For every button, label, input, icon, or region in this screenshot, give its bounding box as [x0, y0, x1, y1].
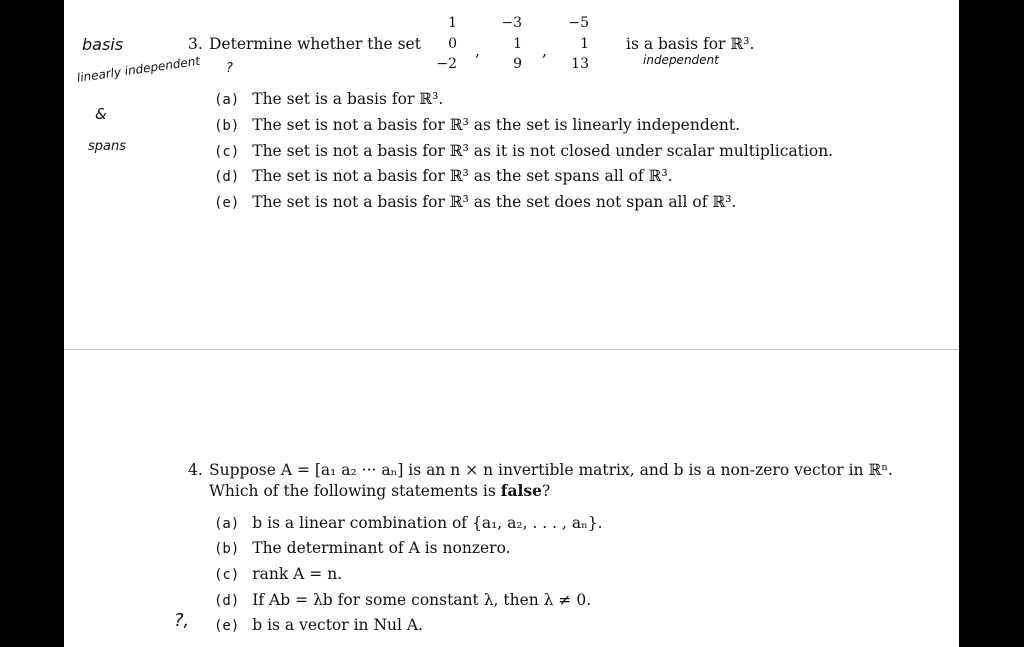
q4-line2 [209, 483, 550, 500]
option-text: The set is not a basis for ℝ³ as it is not closed under scalar multiplication. [252, 142, 834, 160]
option-letter: (e) [214, 618, 240, 634]
q4-option-e[interactable] [214, 618, 423, 634]
handwritten-and: & [95, 105, 107, 123]
vector-comma: , [542, 42, 547, 60]
vector1-entry: 0 [448, 36, 457, 52]
option-text: b is a vector in Nul A. [252, 616, 424, 634]
option-letter: (d) [214, 593, 240, 609]
handwritten-independent: independent [643, 53, 719, 67]
option-text: The determinant of A is nonzero. [252, 539, 511, 557]
document-page [64, 0, 959, 647]
q3-option-c[interactable] [214, 144, 833, 160]
option-letter: (b) [214, 541, 240, 557]
q3-number: 3. [188, 35, 203, 53]
handwritten-question-mark: ? [226, 61, 233, 76]
vector1-entry: −2 [436, 56, 457, 72]
vector-comma: , [475, 42, 480, 60]
vector2-entry: 1 [513, 36, 522, 52]
option-letter: (a) [214, 92, 240, 108]
option-letter: (c) [214, 144, 240, 160]
option-letter: (e) [214, 195, 240, 211]
q3-suffix: is a basis for ℝ³. [626, 35, 755, 53]
q4-option-d[interactable] [214, 593, 591, 609]
option-letter: (a) [214, 516, 240, 532]
q3-option-b[interactable] [214, 118, 740, 134]
vector3-entry: 1 [580, 36, 589, 52]
q4-option-a[interactable] [214, 516, 603, 532]
option-text: If Ab = λb for some constant λ, then λ ≠ 0. [252, 591, 592, 609]
q4-option-b[interactable] [214, 541, 511, 557]
option-letter: (d) [214, 169, 240, 185]
handwritten-basis: basis [82, 35, 124, 54]
vector2-entry: 9 [513, 56, 522, 72]
q3-option-e[interactable] [214, 195, 736, 211]
vector3-entry: 13 [571, 56, 589, 72]
vector1-entry: 1 [448, 15, 457, 31]
q3-prompt: Determine whether the set [209, 35, 421, 53]
q4-line2-pre: Which of the following statements is [209, 482, 501, 500]
q3-option-d[interactable] [214, 169, 673, 185]
option-text: b is a linear combination of {a₁, a₂, . . . , aₙ}. [252, 514, 603, 532]
option-text: The set is not a basis for ℝ³ as the set is linearly independent. [252, 116, 741, 134]
q3-option-a[interactable] [214, 92, 443, 108]
q4-line1: Suppose A = [a₁ a₂ ··· aₙ] is an n × n invertible matrix, and b is a non-zero vector in ℝⁿ. [209, 461, 893, 479]
q4-option-c[interactable] [214, 567, 342, 583]
handwritten-spans: spans [88, 139, 127, 154]
option-text: The set is a basis for ℝ³. [252, 90, 444, 108]
q4-number: 4. [188, 461, 203, 479]
handwritten-linearly-independent: linearly independent [76, 53, 201, 85]
handwritten-question-mark: ?, [174, 610, 190, 631]
option-text: The set is not a basis for ℝ³ as the set spans all of ℝ³. [252, 167, 673, 185]
q4-line2-bold: false [500, 481, 542, 500]
vector3-entry: −5 [568, 15, 589, 31]
option-letter: (b) [214, 118, 240, 134]
option-text: rank A = n. [252, 565, 343, 583]
option-letter: (c) [214, 567, 240, 583]
q4-line2-post: ? [541, 482, 551, 500]
page-divider [64, 349, 959, 350]
option-text: The set is not a basis for ℝ³ as the set does not span all of ℝ³. [252, 193, 737, 211]
vector2-entry: −3 [501, 15, 522, 31]
